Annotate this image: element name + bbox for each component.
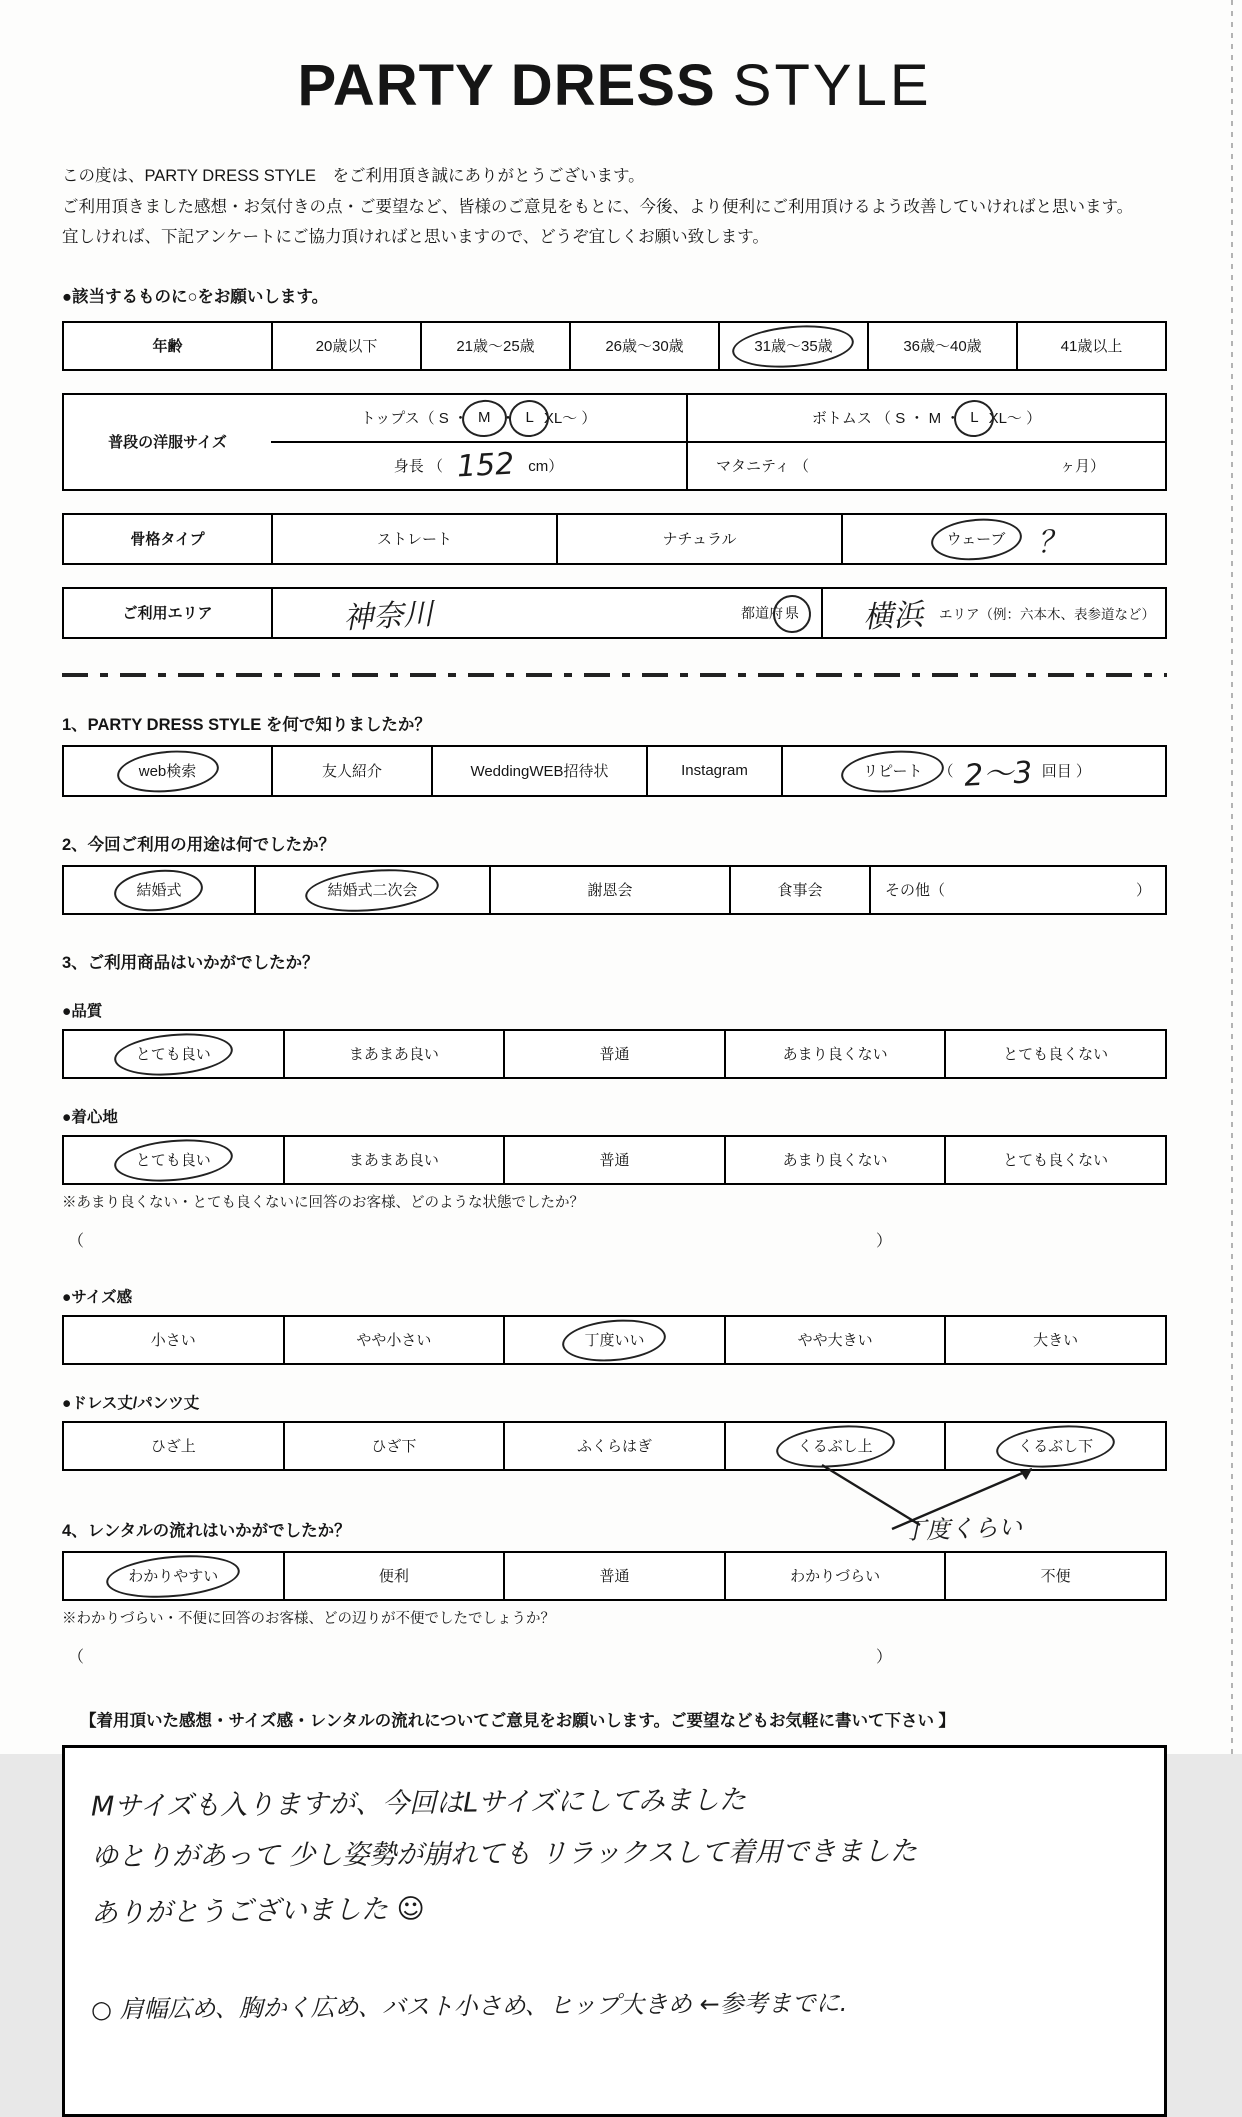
- handwritten-circle-mark: L: [519, 408, 539, 427]
- prefecture-field-label: 都道府 県: [741, 604, 799, 621]
- maternity-cell: マタニティ （ ヶ月）: [686, 443, 1165, 489]
- quality-table: [62, 1029, 1167, 1079]
- quality-normal: 普通: [503, 1031, 724, 1077]
- handwritten-height-value: 152: [456, 446, 516, 485]
- quality-very-good-selected: [64, 1031, 283, 1077]
- q4-easy-selected: [64, 1553, 283, 1599]
- handwritten-circle-mark: わかりやすい: [122, 1564, 224, 1587]
- q4-free-response-line: （ ）: [68, 1648, 892, 1666]
- page-title-bold: PARTY DRESS: [297, 53, 716, 118]
- skeleton-type-table: [62, 513, 1167, 565]
- q4-normal: 普通: [503, 1553, 724, 1599]
- q1-heading: 1、PARTY DRESS STYLE を何で知りましたか？: [62, 715, 431, 734]
- q4-convenient: 便利: [283, 1553, 504, 1599]
- comfort-very-good-selected: [64, 1137, 283, 1183]
- intro-line-3: 宜しければ、下記アンケートにご協力頂ければと思いますので、どうぞ宜しくお願い致します。: [62, 228, 769, 247]
- age-table: [62, 321, 1167, 371]
- quality-very-bad: とても良くない: [944, 1031, 1165, 1077]
- q2-option-dinner: 食事会: [729, 867, 869, 913]
- comfort-subheading: ●着心地: [62, 1108, 118, 1126]
- handwritten-comment-line-1: Mサイズも入りますが、今回はLサイズにしてみました: [90, 1784, 747, 1823]
- age-option-31-35-selected: [718, 323, 867, 369]
- q4-hard-to-understand: わかりづらい: [724, 1553, 945, 1599]
- comfort-very-bad: とても良くない: [944, 1137, 1165, 1183]
- handwritten-circle-mark: M: [472, 408, 497, 427]
- handwritten-comment-line-3: ありがとうございました ☺: [90, 1893, 425, 1930]
- size-row-tops-bottoms: [271, 395, 1165, 441]
- page-title: [62, 52, 1167, 119]
- handwritten-circle-mark: リピート: [857, 759, 928, 782]
- comment-box: [62, 1745, 1167, 2117]
- skeleton-option-wave-selected: [841, 515, 1165, 563]
- usage-area-table: [62, 587, 1167, 639]
- handwritten-circle-mark: web検索: [133, 759, 203, 782]
- handwritten-question-mark: ？: [1036, 523, 1069, 561]
- q1-option-wedding-web: WeddingWEB招待状: [431, 747, 646, 795]
- comfort-normal: 普通: [503, 1137, 724, 1183]
- age-label: 年齢: [152, 338, 183, 356]
- q2-table: [62, 865, 1167, 915]
- intro-line-1: この度は、PARTY DRESS STYLE をご利用頂き誠にありがとうございます。: [62, 167, 645, 185]
- handwritten-circle-mark: 丁度いい: [578, 1328, 650, 1351]
- sizefeel-bit-small: やや小さい: [283, 1317, 504, 1363]
- quality-not-good: あまり良くない: [724, 1031, 945, 1077]
- size-feel-subheading: ●サイズ感: [62, 1288, 133, 1306]
- size-feel-table: [62, 1315, 1167, 1365]
- intro-line-2: ご利用頂きました感想・お気付きの点・ご要望など、皆様のご意見をもとに、今後、より便利にご利用頂けるよう改善していければと思います。: [62, 197, 1134, 216]
- q4-inconvenient: 不便: [944, 1553, 1165, 1599]
- age-option-26-30: 26歳～30歳: [569, 323, 718, 369]
- comfort-table: [62, 1135, 1167, 1185]
- handwritten-circle-mark: L: [964, 408, 984, 427]
- q4-heading: 4、レンタルの流れはいかがでしたか？: [62, 1521, 351, 1540]
- q3-free-response-line: （ ）: [68, 1232, 892, 1250]
- intro-paragraph: [62, 161, 1167, 253]
- skeleton-option-straight: ストレート: [271, 515, 556, 563]
- tops-size-cell: トップス（ S ・ M ・ L XL～ ）: [360, 409, 597, 428]
- q2-option-after-party-selected: [254, 867, 489, 913]
- q1-option-repeat-selected: リピート （ 2～3 回目 ）: [781, 747, 1165, 795]
- q2-option-thanks-party: 謝恩会: [489, 867, 729, 913]
- age-option-under20: 20歳以下: [271, 323, 420, 369]
- age-option-41plus: 41歳以上: [1016, 323, 1165, 369]
- q2-heading: 2、今回ご利用の用途は何でしたか？: [62, 835, 336, 854]
- handwritten-circle-mark: 結婚式二次会: [321, 878, 423, 901]
- q1-option-friend-referral: 友人紹介: [271, 747, 431, 795]
- area-cell: [821, 589, 1165, 637]
- area-example-label: エリア（例：六本木、表参道など）: [939, 606, 1155, 622]
- length-subheading: ●ドレス丈/パンツ丈: [62, 1394, 200, 1412]
- handwritten-circle-mark: くるぶし下: [1012, 1434, 1099, 1457]
- handwritten-circle-mark: 31歳～35歳: [748, 334, 838, 357]
- dashed-divider: [62, 673, 1167, 677]
- sizefeel-small: 小さい: [150, 1332, 196, 1350]
- clothing-size-body: [271, 395, 1165, 489]
- handwritten-circle-mark: 県: [785, 604, 799, 621]
- length-above-knee: ひざ上: [150, 1438, 196, 1456]
- handwritten-circle-mark: くるぶし上: [792, 1434, 879, 1457]
- handwritten-circle-mark: とても良い: [130, 1148, 217, 1171]
- handwritten-circle-mark: とても良い: [130, 1042, 217, 1065]
- skeleton-type-label: 骨格タイプ: [130, 531, 205, 549]
- comment-box-heading: 【着用頂いた感想・サイズ感・レンタルの流れについてご意見をお願いします。ご要望などもお気軽に書いて下さい 】: [80, 1711, 956, 1730]
- prefecture-cell: [271, 589, 821, 637]
- q1-option-instagram: Instagram: [646, 747, 781, 795]
- handwritten-just-right-note: 丁度くらい: [901, 1512, 1023, 1545]
- length-calf: ふくらはぎ: [503, 1423, 724, 1469]
- quality-fairly-good: まあまあ良い: [283, 1031, 504, 1077]
- clothing-size-label: 普段の洋服サイズ: [108, 434, 227, 452]
- handwritten-prefecture: 神奈川: [342, 596, 435, 636]
- sizefeel-bit-big: やや大きい: [724, 1317, 945, 1363]
- sizefeel-big: 大きい: [944, 1317, 1165, 1363]
- q2-option-wedding-selected: [64, 867, 254, 913]
- handwritten-arrows: [702, 1463, 1102, 1543]
- scan-artifact-edge: [1231, 0, 1233, 1754]
- instruction-heading: ●該当するものに○をお願いします。: [62, 287, 329, 306]
- skeleton-option-natural: ナチュラル: [556, 515, 841, 563]
- size-row-height-maternity: [271, 441, 1165, 489]
- q4-table: [62, 1551, 1167, 1601]
- comfort-not-good: あまり良くない: [724, 1137, 945, 1183]
- age-option-21-25: 21歳～25歳: [420, 323, 569, 369]
- page-title-light: STYLE: [732, 53, 932, 118]
- comfort-fairly-good: まあまあ良い: [283, 1137, 504, 1183]
- age-option-36-40: 36歳～40歳: [867, 323, 1016, 369]
- length-below-knee: ひざ下: [283, 1423, 504, 1469]
- handwritten-circle-mark: 結婚式: [130, 878, 187, 901]
- handwritten-comment-line-2: ゆとりがあって 少し姿勢が崩れても リラックスして着用できました: [90, 1836, 918, 1873]
- clothing-size-table: [62, 393, 1167, 491]
- usage-area-label: ご利用エリア: [122, 605, 213, 623]
- sizefeel-just-right-selected: [503, 1317, 724, 1363]
- q4-bad-answer-note: ※わかりづらい・不便に回答のお客様、どの辺りが不便でしたでしょうか？: [62, 1610, 555, 1627]
- height-cell: 身長 （ 152 cm）: [393, 446, 564, 485]
- q3-heading: 3、ご利用商品はいかがでしたか？: [62, 953, 319, 972]
- handwritten-comment-note: ○ 肩幅広め、胸かく広め、バスト小さめ、ヒップ大きめ ←参考までに.: [90, 1989, 848, 2025]
- handwritten-circle-mark: ウェーブ: [941, 527, 1012, 550]
- handwritten-repeat-count: 2～3: [962, 754, 1033, 794]
- q1-table: [62, 745, 1167, 797]
- bottoms-size-cell: ボトムス （ S ・ M ・ L XL～ ）: [686, 395, 1165, 441]
- q3-bad-answer-note: ※あまり良くない・とても良くないに回答のお客様、どのような状態でしたか？: [62, 1194, 584, 1211]
- q2-option-other: その他（ ）: [869, 867, 1165, 913]
- quality-subheading: ●品質: [62, 1002, 103, 1020]
- handwritten-city: 横浜: [862, 596, 925, 636]
- q1-option-web-search-selected: [64, 747, 271, 795]
